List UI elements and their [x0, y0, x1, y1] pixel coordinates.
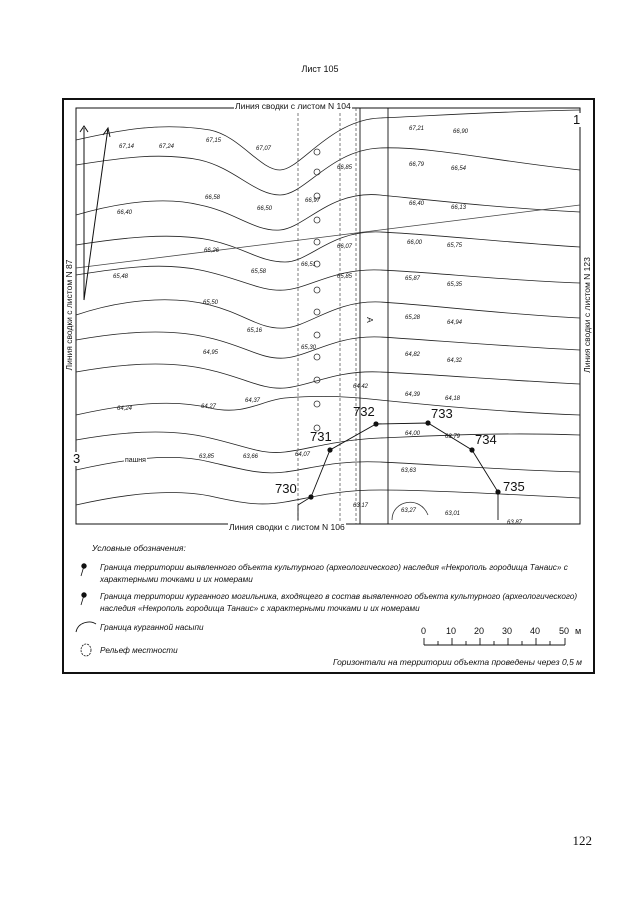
north-arrow-icon: [80, 126, 110, 300]
elevation-label: 63,27: [401, 508, 417, 514]
legend-item-mound: Граница курганной насыпи: [100, 623, 204, 632]
elevation-label: 64,82: [405, 352, 421, 358]
scale-unit: м: [575, 626, 582, 636]
elevation-label: 64,37: [245, 398, 261, 404]
elevation-label: 63,17: [353, 503, 369, 509]
point-label-734: 734: [475, 432, 497, 447]
scale-bar: [424, 638, 565, 645]
elevation-label: 65,48: [113, 274, 129, 280]
elevation-label: 64,94: [447, 320, 463, 326]
scale-tick-40: 40: [530, 626, 541, 636]
legend-symbol-mound: [76, 622, 96, 632]
elevation-label: 65,58: [251, 269, 267, 275]
elevation-label: 67,21: [409, 126, 425, 132]
corner-mark-top-right: 1: [573, 112, 581, 127]
border-label-left: Линия сводки с листом N 87: [64, 254, 74, 376]
page-number: 122: [572, 833, 592, 848]
legend-item-kurgan-boundary: Граница территории курганного могильника, входящего в состав выявленного объекта культурного (археологического) наследия «Некрополь городища Танаис» с характерными точками и их номерами: [100, 592, 578, 613]
contour-interval-note: Горизонтали на территории объекта проведены через 0,5 м: [332, 657, 582, 667]
corner-mark-left: 3: [73, 451, 81, 466]
scale-tick-50: 50: [559, 626, 570, 636]
elevation-label: 67,24: [159, 144, 175, 150]
elevation-label: 66,58: [205, 195, 221, 201]
elevation-label: 64,18: [445, 396, 461, 402]
legend-symbol-kurgan-boundary: [81, 593, 86, 605]
elevation-label: 64,32: [447, 358, 463, 364]
point-label-730: 730: [275, 481, 297, 496]
point-label-735: 735: [503, 479, 525, 494]
scale-tick-0: 0: [421, 626, 427, 636]
elevation-label: 67,14: [119, 144, 135, 150]
elevation-label: 66,97: [305, 198, 321, 204]
elevation-label: 64,00: [405, 431, 421, 437]
elevation-label: 67,15: [206, 138, 222, 144]
legend-symbol-relief: [81, 644, 91, 656]
elevation-label: 66,50: [257, 206, 273, 212]
border-label-bottom: Линия сводки с листом N 106: [229, 522, 345, 532]
elevation-label: 64,27: [201, 404, 217, 410]
elevation-label: 63,79: [445, 434, 461, 440]
elevation-label: 64,24: [117, 406, 133, 412]
elevation-label: 66,85: [337, 165, 353, 171]
elevation-label: 63,63: [401, 468, 417, 474]
scale-tick-10: 10: [446, 626, 457, 636]
relief-circles: [314, 149, 320, 431]
elevation-label: 66,00: [407, 240, 423, 246]
elevation-label: 64,95: [203, 350, 219, 356]
field-label: пашня: [125, 457, 146, 464]
legend-title: Условные обозначения:: [92, 543, 186, 553]
elevation-label: 64,07: [295, 452, 311, 458]
elevation-label: 65,16: [247, 328, 263, 334]
legend-item-object-boundary: Граница территории выявленного объекта культурного (археологического) наследия «Некрополь городища Танаис» с характерными точками и их номерами: [100, 563, 568, 584]
elevation-label: 63,85: [199, 454, 215, 460]
sheet-title: Лист 105: [301, 64, 339, 74]
elevation-label: 66,40: [409, 201, 425, 207]
elevation-label: 65,87: [405, 276, 421, 282]
elevation-label: 66,79: [409, 162, 425, 168]
elevation-label: 66,13: [451, 205, 467, 211]
elevation-label: 63,66: [243, 454, 259, 460]
elevation-label: 67,07: [256, 146, 272, 152]
elevation-label: 66,26: [204, 248, 220, 254]
map-box: [76, 108, 580, 524]
elevation-label: 65,50: [203, 300, 219, 306]
elevation-label: 65,75: [447, 243, 463, 249]
elevation-label: 64,39: [405, 392, 421, 398]
elevation-label: 65,30: [301, 345, 317, 351]
point-label-733: 733: [431, 406, 453, 421]
elevation-label: 66,54: [451, 166, 467, 172]
elevation-label: 65,85: [337, 274, 353, 280]
elevation-label: 63,01: [445, 511, 461, 517]
border-label-right: Линия сводки с листом N 123: [582, 252, 592, 378]
legend-symbol-object-boundary: [81, 564, 86, 576]
elevation-label: 63,87: [507, 520, 523, 526]
elevation-label: 66,90: [453, 129, 469, 135]
elevation-label: 64,42: [353, 384, 369, 390]
elevation-label: 66,07: [337, 244, 353, 250]
elevation-label: 66,51: [301, 262, 317, 268]
border-label-top: Линия сводки с листом N 104: [235, 101, 351, 111]
scale-tick-20: 20: [474, 626, 485, 636]
elevation-label: 65,35: [447, 282, 463, 288]
point-label-731: 731: [310, 429, 332, 444]
road-label: А: [364, 317, 375, 323]
point-label-732: 732: [353, 404, 375, 419]
elevation-label: 66,40: [117, 210, 133, 216]
contour-lines: [76, 110, 580, 505]
elevation-label: 65,28: [405, 315, 421, 321]
legend-item-relief: Рельеф местности: [100, 646, 178, 655]
scale-tick-30: 30: [502, 626, 513, 636]
